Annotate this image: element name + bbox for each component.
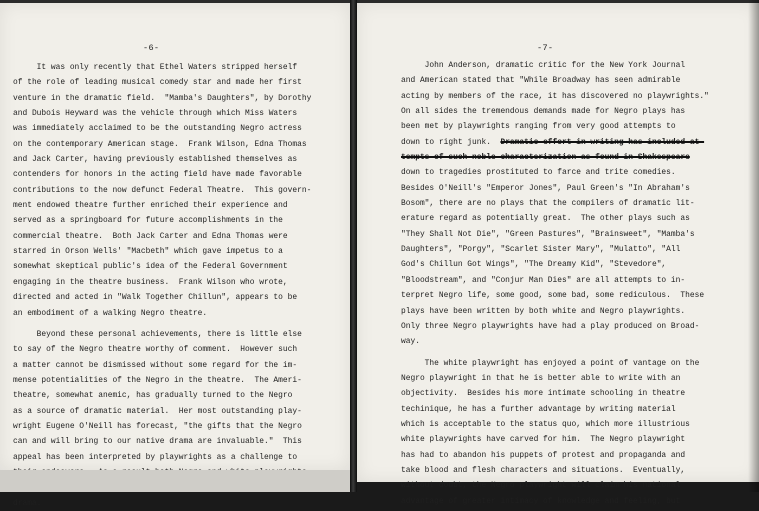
text-line: theatre, somewhat anemic, has gradually turned to the Negro [13, 391, 293, 401]
text-line: advantage of greater intimacy of knowledge and feeling, but [401, 496, 681, 506]
text-line: which is acceptable to the status quo, which more illustrious [401, 419, 690, 429]
text-line-struck [401, 150, 751, 165]
scan-right-shadow [748, 0, 759, 492]
text-line: Daughters", "Porgy", "Scarlet Sister Mary", "Mulatto", "All [401, 245, 681, 255]
text-line: contributions to the now defunct Federal Theatre. This govern- [13, 185, 312, 195]
right-page-body [401, 58, 751, 509]
left-page [0, 3, 350, 508]
text-line: erature regard as potentially great. The other plays such as [401, 214, 690, 224]
text-line: plays have been written by both white and Negro playwrights. [401, 306, 686, 316]
text-line: It was only recently that Ethel Waters stripped herself [13, 63, 298, 72]
left-page-number: -6- [143, 43, 160, 53]
text-line: an embodiment of a walking Negro theatre. [13, 308, 208, 318]
text-line: to say of the Negro theatre worthy of comment. However such [13, 345, 298, 355]
book-gutter [350, 0, 357, 492]
left-page-body [13, 60, 343, 511]
text-line: God's Chillun Got Wings", "The Dreamy Kid", "Stevedore", [401, 260, 667, 270]
text-line: and American stated that "While Broadway has seen admirable [401, 76, 681, 86]
text-line: somewhat skeptical public's idea of the Federal Government [13, 262, 288, 272]
text-line: was immediately acclaimed to be the outstanding Negro actress [13, 124, 302, 134]
text-line: Bosom", there are no plays that the compilers of dramatic lit- [401, 199, 695, 209]
text-line: starred in Orson Wells' "Macbeth" which gave impetus to a [13, 247, 283, 257]
text-line: and Jack Carter, having previously established themselves as [13, 155, 298, 165]
text-line: drama. [13, 498, 42, 508]
text-line: can and will bring to our native drama are invaluable." This [13, 437, 302, 447]
text-line: terpret Negro life, some good, some bad, some rediculous. These [401, 291, 705, 301]
text-line: acting by members of the race, it has discovered no playwrights." [401, 91, 709, 101]
text-line: John Anderson, dramatic critic for the New York Journal [401, 61, 686, 70]
text-line: and Dubois Heyward was the vehicle through which Miss Waters [13, 109, 298, 119]
text-line: on the contemporary American stage. Frank Wilson, Edna Thomas [13, 139, 307, 149]
text-line: Beyond these personal achievements, there is little else [13, 329, 302, 339]
struck-text: tempts of such noble characterization as found in Shakespeare [401, 153, 690, 163]
text-line: take blood and flesh characters and situations. Eventually, [401, 465, 686, 475]
struck-text: Dramatic effort in writing has included at- [500, 137, 705, 147]
text-line: Negro playwright in that he is better able to write with an [401, 373, 681, 383]
text-line: "Bloodstream", and "Conjur Man Dies" are all attempts to in- [401, 275, 686, 285]
text-line: has had to abandon his puppets of protest and propaganda and [401, 450, 686, 460]
text-line: The white playwright has enjoyed a point of vantage on the [401, 358, 700, 368]
text-line: been met by playwrights ranging from very good attempts to [401, 122, 676, 132]
right-page [357, 3, 759, 506]
text-line: Besides O'Neill's "Emperor Jones", Paul Green's "In Abraham's [401, 183, 690, 193]
text-line: On all sides the tremendous demands made for Negro plays has [401, 107, 686, 117]
text-line: "They Shall Not Die", "Green Pastures", "Brainsweet", "Mamba's [401, 229, 695, 239]
text-line: down to tragedies prostituted to farce and trite comedies. [401, 168, 676, 178]
text-line: commercial theatre. Both Jack Carter and Edna Thomas were [13, 231, 288, 241]
text-line: ment endowed theatre further enriched their experience and [13, 201, 288, 211]
text-line: without doubt, the Negro playwright will claim his national [401, 481, 681, 491]
text-line: white playwrights have carved for him. The Negro playwright [401, 435, 686, 445]
text-line: venture in the dramatic field. "Mamba's Daughters", by Dorothy [13, 93, 312, 103]
text-line: engaging in the theatre business. Frank Wilson who wrote, [13, 277, 288, 287]
scan-bottom-strip [0, 470, 350, 492]
text-line: directed and acted in "Walk Together Chillun", appears to be [13, 293, 298, 303]
text-line: a matter cannot be dismissed without some regard for the im- [13, 360, 298, 370]
text-line: Only three Negro playwrights have had a play produced on Broad- [401, 321, 700, 331]
text-line: served as a springboard for future accomplishments in the [13, 216, 283, 226]
text-line: as a source of dramatic material. Her most outstanding play- [13, 406, 302, 416]
text-line-with-strikeout [401, 135, 751, 150]
text-line: of the role of leading musical comedy star and made her first [13, 78, 302, 88]
text-line: mense potentialities of the Negro in the theatre. The Ameri- [13, 375, 302, 385]
text-line: contenders for honors in the acting field have made favorable [13, 170, 302, 180]
text-line: objectivity. Besides his more intimate schooling in theatre [401, 389, 686, 399]
text-line: wright Eugene O'Neill has forecast, "the gifts that the Negro [13, 421, 302, 431]
text-line: techinique, he has a further advantage by writing material [401, 404, 676, 414]
plain-text: down to right junk. [401, 137, 501, 147]
text-line: way. [401, 337, 420, 347]
text-line: appeal has been interpreted by playwrights as a challenge to [13, 452, 298, 462]
right-page-number: -7- [537, 43, 554, 53]
